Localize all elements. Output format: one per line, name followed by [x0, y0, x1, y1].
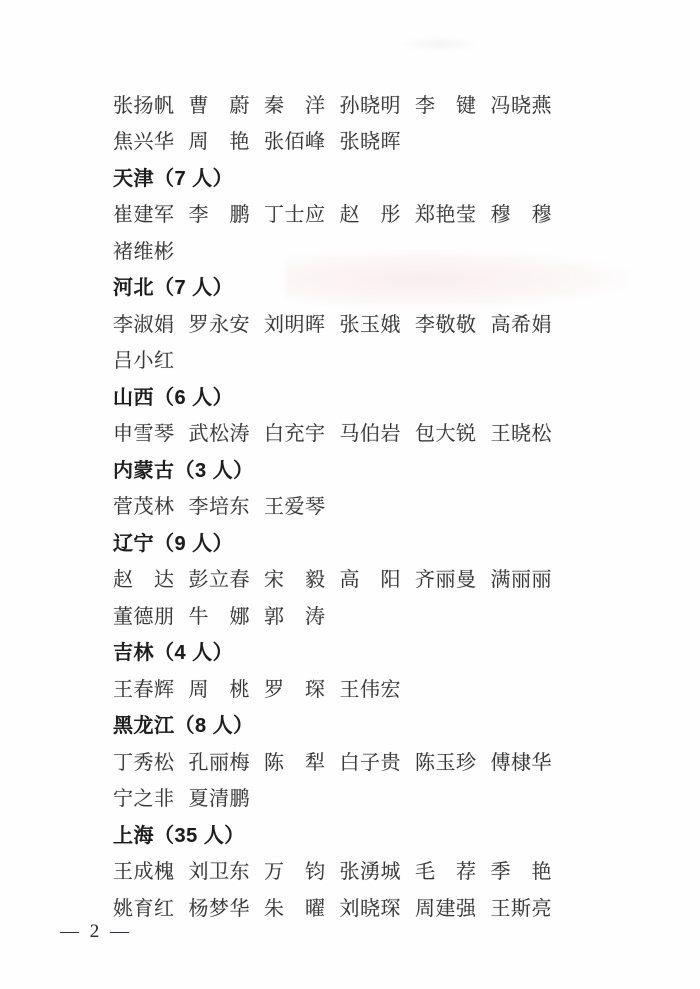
name-line: [113, 669, 573, 706]
province-section: [113, 523, 573, 633]
name-line: [113, 85, 573, 122]
person-name: 高 阳: [339, 569, 401, 592]
name-line: [113, 487, 573, 524]
person-name: 彭立春: [188, 569, 250, 592]
person-name: 白子贵: [339, 751, 401, 774]
person-name: 孔丽梅: [188, 751, 250, 774]
person-name: 曹 蔚: [188, 94, 250, 117]
province-section: [113, 706, 573, 816]
person-name: 毛 荐: [415, 861, 477, 884]
person-name: 崔建军: [113, 204, 175, 227]
person-name: 吕小红: [113, 350, 175, 373]
person-name: 牛 娜: [188, 605, 250, 628]
province-header: 山西（6 人）: [113, 386, 234, 409]
person-name: 丁秀松: [113, 751, 175, 774]
person-name: 郑艳莹: [415, 204, 477, 227]
person-name: 周 艳: [188, 131, 250, 154]
province-section: [113, 377, 573, 450]
person-name: 马伯岩: [339, 423, 401, 446]
province-header: 黑龙江（8 人）: [113, 715, 254, 738]
province-header: 内蒙古（3 人）: [113, 459, 254, 482]
person-name: 李敬敬: [415, 313, 477, 336]
person-name: 傅棣华: [490, 751, 552, 774]
person-name: 夏清鹏: [188, 788, 250, 811]
person-name: 张玉娥: [339, 313, 401, 336]
person-name: 王伟宏: [339, 678, 401, 701]
province-header: 天津（7 人）: [113, 167, 234, 190]
page-number: [60, 921, 132, 943]
person-name: 陈 犁: [264, 751, 326, 774]
name-line: [113, 414, 573, 451]
name-line: [113, 742, 573, 779]
person-name: 赵 达: [113, 569, 175, 592]
person-name: 董德朋: [113, 605, 175, 628]
person-name: 王春辉: [113, 678, 175, 701]
province-section: [113, 158, 573, 268]
person-name: 宋 毅: [264, 569, 326, 592]
person-name: 高希娟: [490, 313, 552, 336]
person-name: 齐丽曼: [415, 569, 477, 592]
province-header: 上海（35 人）: [113, 824, 245, 847]
name-line: [113, 852, 573, 889]
person-name: 周 桃: [188, 678, 250, 701]
name-line: [113, 122, 573, 159]
province-header: 河北（7 人）: [113, 277, 234, 300]
province-section: [113, 450, 573, 523]
name-line: [113, 195, 573, 232]
province-section: [113, 268, 573, 378]
person-name: 李淑娟: [113, 313, 175, 336]
name-line: [113, 779, 573, 816]
person-name: 刘明晖: [264, 313, 326, 336]
name-line: [113, 596, 573, 633]
person-name: 菅茂林: [113, 496, 175, 519]
province-header: 辽宁（9 人）: [113, 532, 234, 555]
person-name: 周建强: [415, 897, 477, 920]
scan-smudge-artifact: [400, 36, 480, 52]
person-name: 罗永安: [188, 313, 250, 336]
person-name: 王斯亮: [490, 897, 552, 920]
person-name: 秦 洋: [264, 94, 326, 117]
name-line: [113, 341, 573, 378]
person-name: 白充宇: [264, 423, 326, 446]
person-name: 季 艳: [490, 861, 552, 884]
person-name: 张扬帆: [113, 94, 175, 117]
person-name: 褚维彬: [113, 240, 175, 263]
person-name: 王晓松: [490, 423, 552, 446]
person-name: 武松涛: [188, 423, 250, 446]
person-name: 王爱琴: [264, 496, 326, 519]
person-name: 焦兴华: [113, 131, 175, 154]
person-name: 刘晓琛: [339, 897, 401, 920]
person-name: 包大锐: [415, 423, 477, 446]
person-name: 杨梦华: [188, 897, 250, 920]
person-name: 冯晓燕: [490, 94, 552, 117]
content-area: [113, 85, 573, 925]
province-section: [113, 815, 573, 925]
person-name: 朱 曜: [264, 897, 326, 920]
person-name: 李 键: [415, 94, 477, 117]
person-name: 罗 琛: [264, 678, 326, 701]
person-name: 姚育红: [113, 897, 175, 920]
person-name: 丁士应: [264, 204, 326, 227]
province-section: [113, 85, 573, 158]
person-name: 申雪琴: [113, 423, 175, 446]
province-section: [113, 633, 573, 706]
person-name: 赵 彤: [339, 204, 401, 227]
person-name: 万 钧: [264, 861, 326, 884]
page-number-label: — 2 —: [60, 921, 132, 942]
person-name: 张晓晖: [339, 131, 401, 154]
person-name: 张湧城: [339, 861, 401, 884]
person-name: 张佰峰: [264, 131, 326, 154]
person-name: 宁之非: [113, 788, 175, 811]
name-line: [113, 888, 573, 925]
person-name: 李培东: [188, 496, 250, 519]
person-name: 穆 穆: [490, 204, 552, 227]
person-name: 王成槐: [113, 861, 175, 884]
person-name: 郭 涛: [264, 605, 326, 628]
person-name: 满丽丽: [490, 569, 552, 592]
name-line: [113, 560, 573, 597]
person-name: 刘卫东: [188, 861, 250, 884]
person-name: 陈玉珍: [415, 751, 477, 774]
person-name: 李 鹏: [188, 204, 250, 227]
name-line: [113, 304, 573, 341]
person-name: 孙晓明: [339, 94, 401, 117]
name-line: [113, 231, 573, 268]
province-header: 吉林（4 人）: [113, 642, 234, 665]
